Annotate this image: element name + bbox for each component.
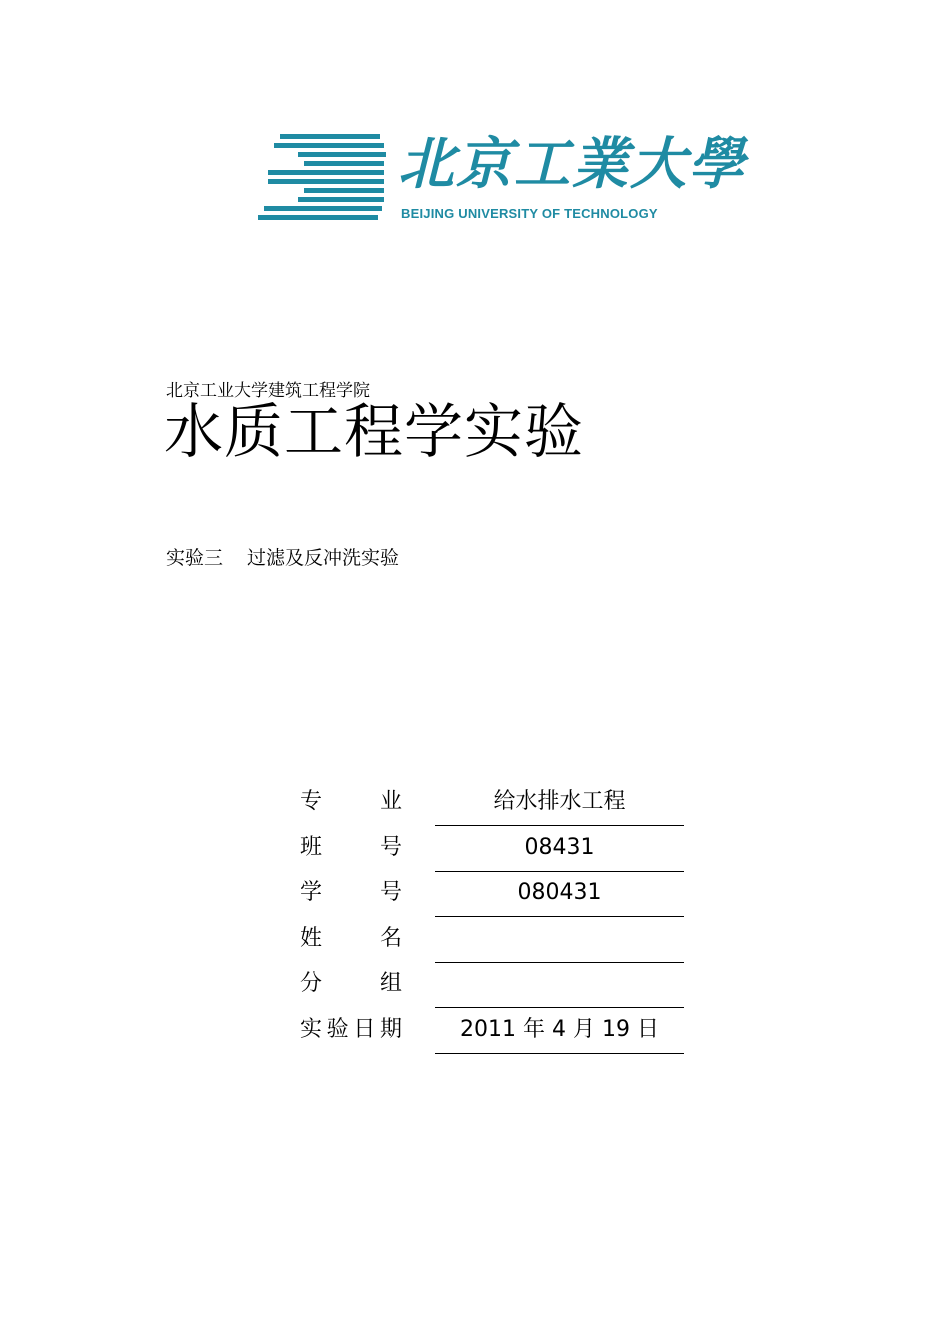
- experiment-heading: [166, 543, 399, 570]
- info-label: 实验日期: [300, 1016, 402, 1042]
- info-row-group: [300, 962, 685, 1008]
- logo-name-chinese: 北京工業大學: [398, 131, 746, 197]
- logo-emblem-icon: [258, 132, 386, 222]
- info-label: 专业: [300, 789, 402, 814]
- experiment-number: 实验三: [166, 547, 224, 569]
- info-value: 给水排水工程: [435, 780, 684, 826]
- info-value: 08431: [435, 826, 684, 872]
- experiment-name: 过滤及反冲洗实验: [247, 547, 400, 569]
- info-row-major: [300, 780, 685, 826]
- info-value: 080431: [435, 871, 684, 917]
- info-label: 学号: [300, 880, 402, 905]
- info-row-class: [300, 826, 685, 872]
- info-row-date: [300, 1008, 685, 1054]
- school-name: 北京工业大学建筑工程学院: [166, 381, 370, 401]
- info-value: [435, 962, 684, 1008]
- info-row-student-id: [300, 871, 685, 917]
- info-value: 2011 年 4 月 19 日: [435, 1008, 684, 1054]
- logo-name-english: BEIJING UNIVERSITY OF TECHNOLOGY: [401, 206, 658, 221]
- info-label: 姓名: [300, 925, 402, 951]
- info-label: 分组: [300, 971, 402, 996]
- info-row-name: [300, 917, 685, 963]
- info-label: 班号: [300, 834, 402, 860]
- university-logo: [258, 128, 746, 224]
- info-value: [435, 917, 684, 963]
- page-title: 水质工程学实验: [164, 397, 585, 466]
- info-table: [300, 780, 685, 1053]
